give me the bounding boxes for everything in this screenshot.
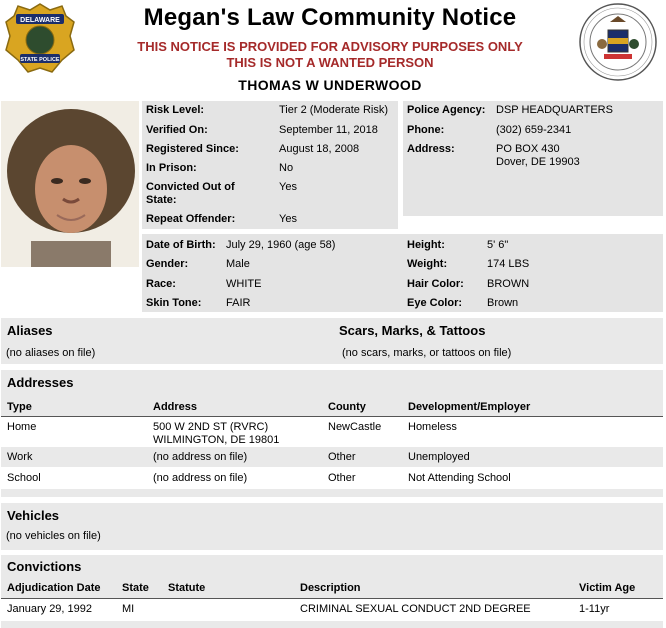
vehicles-title: Vehicles [7,508,60,523]
badge-top-text: DELAWARE [20,17,60,24]
skin-tone-value: FAIR [226,297,251,309]
address-school-county: Other [328,472,356,484]
address-header-county: County [328,401,366,413]
conviction-header-description: Description [300,582,361,594]
verified-on-label: Verified On: [146,124,208,136]
police-agency-value: DSP HEADQUARTERS [496,104,613,116]
in-prison-value: No [279,162,294,174]
verified-on-value: September 11, 2018 [279,124,378,136]
repeat-offender-value: Yes [279,213,297,225]
registered-since-label: Registered Since: [146,143,239,155]
address-work-county: Other [328,451,356,463]
conviction-description: CRIMINAL SEXUAL CONDUCT 2ND DEGREE [300,603,531,615]
aliases-title: Aliases [7,323,53,338]
delaware-state-seal-icon [578,2,658,82]
dob-label: Date of Birth: [146,239,216,251]
address-home-type: Home [7,421,37,433]
skin-tone-label: Skin Tone: [146,297,202,309]
address-work-employer: Unemployed [408,451,470,463]
addresses-title: Addresses [7,375,74,390]
address-work-line1: (no address on file) [153,451,248,463]
vehicles-text: (no vehicles on file) [6,530,101,542]
convictions-title: Convictions [7,559,82,574]
height-label: Height: [407,239,445,251]
conviction-header-statute: Statute [168,582,206,594]
agency-address-line1: PO BOX 430 [496,143,560,155]
address-home-line2: WILMINGTON, DE 19801 [153,434,280,446]
conviction-header-state: State [122,582,149,594]
risk-level-label: Risk Level: [146,104,205,116]
page-title: Megan's Law Community Notice [143,4,517,31]
vehicles-section [1,503,663,550]
scars-text: (no scars, marks, or tattoos on file) [342,347,512,359]
notice-header [0,0,666,98]
address-work-type: Work [7,451,33,463]
address-header-address: Address [153,401,198,413]
conviction-header-victim-age: Victim Age [579,582,636,594]
scars-title: Scars, Marks, & Tattoos [339,323,486,338]
state-police-badge-icon [4,2,76,76]
offender-portrait-icon [1,101,139,267]
conviction-date: January 29, 1992 [7,603,93,615]
convicted-out-of-state-label: Convicted Out of State: [146,181,235,206]
phone-label: Phone: [407,124,445,136]
hair-color-value: BROWN [487,278,530,290]
conviction-state: MI [122,603,135,615]
weight-value: 174 LBS [487,258,530,270]
address-school-type: School [7,472,41,484]
eye-color-value: Brown [487,297,519,309]
weight-label: Weight: [407,258,448,270]
agency-address-line2: Dover, DE 19903 [496,156,580,168]
advisory-warning: THIS NOTICE IS PROVIDED FOR ADVISORY PURPOSES ONLY [137,39,523,54]
race-value: WHITE [226,278,262,290]
police-agency-label: Police Agency: [407,104,486,116]
not-wanted-warning: THIS IS NOT A WANTED PERSON [226,55,434,70]
registered-since-value: August 18, 2008 [279,143,360,155]
gender-value: Male [226,258,250,270]
hair-color-label: Hair Color: [407,278,464,290]
in-prison-label: In Prison: [146,162,197,174]
dob-value: July 29, 1960 (age 58) [226,239,336,251]
badge-bottom-text: STATE POLICE [20,57,60,63]
risk-level-value: Tier 2 (Moderate Risk) [279,104,389,116]
offender-name: THOMAS W UNDERWOOD [238,77,422,93]
conviction-header-date: Adjudication Date [7,582,101,594]
address-header-type: Type [7,401,32,413]
offender-photo [1,101,139,267]
eye-color-label: Eye Color: [407,297,463,309]
address-header-employer: Development/Employer [408,401,531,413]
convicted-out-of-state-value: Yes [279,181,297,193]
aliases-text: (no aliases on file) [6,347,96,359]
race-label: Race: [146,278,176,290]
address-home-county: NewCastle [328,421,382,433]
conviction-victim-age: 1-11yr [579,603,610,615]
personal-details-panel [142,234,663,312]
address-home-employer: Homeless [408,421,457,433]
address-home-line1: 500 W 2ND ST (RVRC) [153,421,269,433]
aliases-scars-section [1,318,663,364]
address-school-line1: (no address on file) [153,472,248,484]
address-label: Address: [407,143,455,155]
address-school-employer: Not Attending School [408,472,511,484]
height-value: 5' 6" [487,239,509,251]
phone-value: (302) 659-2341 [496,124,572,136]
gender-label: Gender: [146,258,189,270]
repeat-offender-label: Repeat Offender: [146,213,236,225]
